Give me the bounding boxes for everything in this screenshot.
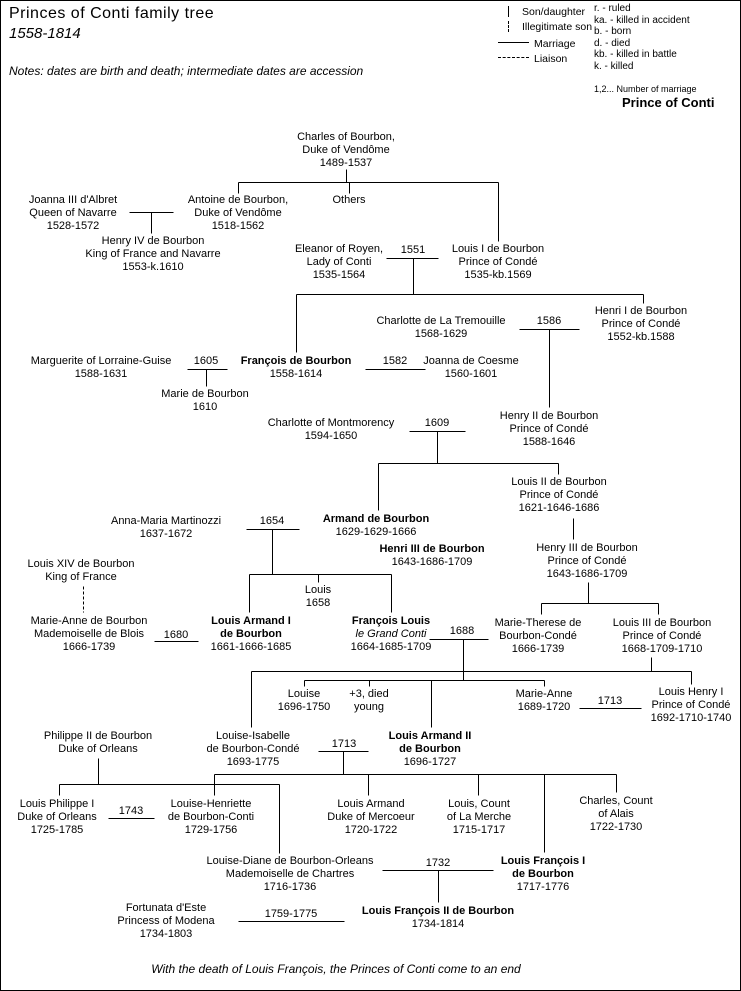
person-line: François de Bourbon bbox=[240, 355, 352, 367]
person-henry-ii-de-bourbon bbox=[500, 410, 598, 449]
person-line: King of France bbox=[45, 571, 117, 583]
person-line: Louis XIV de Bourbon bbox=[27, 558, 135, 570]
person-louise-diane bbox=[207, 855, 374, 894]
person-line: Marguerite of Lorraine-Guise bbox=[30, 355, 172, 367]
person-line: Bourbon-Condé bbox=[499, 630, 577, 642]
person-line: 1666-1739 bbox=[62, 641, 116, 653]
person-others bbox=[332, 194, 365, 207]
person-louis-francois-ii bbox=[362, 905, 514, 931]
person-line: 1643-1686-1709 bbox=[391, 556, 473, 568]
marriage-year-label: 1713 bbox=[597, 695, 623, 707]
person-line: of Alais bbox=[598, 808, 634, 820]
legend-abbr: ka. - killed in accident bbox=[594, 14, 690, 26]
person-line: le Grand Conti bbox=[355, 628, 427, 640]
marriage-year-label: 1732 bbox=[425, 857, 451, 869]
person-line: Antoine de Bourbon, bbox=[187, 194, 289, 206]
person-francois-louis bbox=[351, 615, 432, 654]
page-title: Princes of Conti family tree bbox=[9, 5, 215, 22]
legend-abbr: r. - ruled bbox=[594, 3, 631, 14]
marriage-year-label: 1713 bbox=[331, 738, 357, 750]
person-plus-3-died-young bbox=[349, 688, 388, 714]
person-line: Louis Philippe I bbox=[19, 798, 95, 810]
person-marie-anne-de-bourbon bbox=[31, 615, 148, 654]
marriage-year-label: 1605 bbox=[193, 355, 219, 367]
person-louis-i-de-bourbon bbox=[452, 243, 544, 282]
person-marie-anne-1689 bbox=[516, 688, 573, 714]
person-line: de Bourbon bbox=[512, 868, 574, 880]
legend-label: Son/daughter bbox=[522, 6, 586, 18]
person-line: young bbox=[354, 701, 384, 713]
notes-text: Notes: dates are birth and death; intermediate dates are accession bbox=[9, 64, 364, 78]
person-line: Louis I de Bourbon bbox=[451, 243, 545, 255]
person-joanna-de-coesme bbox=[423, 355, 518, 381]
person-line: 1717-1776 bbox=[516, 881, 570, 893]
person-louise-isabelle bbox=[207, 730, 300, 769]
legend-label: Marriage bbox=[534, 38, 576, 50]
person-louis-xiv bbox=[27, 558, 134, 584]
person-line: Louise bbox=[287, 688, 321, 700]
person-line: Henri I de Bourbon bbox=[594, 305, 688, 317]
marriage-year-label: 1609 bbox=[424, 417, 450, 429]
person-line: 1621-1646-1686 bbox=[518, 502, 600, 514]
person-francois-de-bourbon bbox=[241, 355, 352, 381]
person-line: Duke of Vendôme bbox=[302, 144, 390, 156]
person-line: 1558-1614 bbox=[269, 368, 323, 380]
person-line: 1696-1750 bbox=[277, 701, 331, 713]
person-line: 1725-1785 bbox=[30, 824, 84, 836]
person-line: Marie-Anne bbox=[515, 688, 573, 700]
person-armand-de-bourbon bbox=[323, 513, 429, 539]
person-line: Princess of Modena bbox=[117, 915, 215, 927]
person-line: Eleanor of Royen, bbox=[294, 243, 384, 255]
person-charlotte-of-montmorency bbox=[268, 417, 395, 443]
person-marie-de-bourbon bbox=[161, 388, 248, 414]
person-line: 1588-1646 bbox=[522, 436, 576, 448]
person-line: Charles of Bourbon, bbox=[297, 131, 395, 143]
person-line: Prince of Condé bbox=[601, 318, 681, 330]
person-line: Prince of Condé bbox=[458, 256, 538, 268]
person-line: Prince of Condé bbox=[509, 423, 589, 435]
person-louis-henry-i bbox=[651, 686, 732, 725]
person-line: Louise-Henriette bbox=[170, 798, 252, 810]
person-line: Queen of Navarre bbox=[29, 207, 117, 219]
marriage-year-label: 1582 bbox=[382, 355, 408, 367]
person-line: 1664-1685-1709 bbox=[350, 641, 432, 653]
person-line: Marie-Anne de Bourbon bbox=[30, 615, 148, 627]
person-line: 1553-k.1610 bbox=[122, 261, 184, 273]
person-line: 1668-1709-1710 bbox=[621, 643, 703, 655]
person-line: Louis II de Bourbon bbox=[511, 476, 607, 488]
person-line: Louis François I bbox=[500, 855, 586, 867]
legend-abbr: d. - died bbox=[594, 37, 631, 49]
person-louis-armand-i bbox=[211, 615, 292, 654]
legend-abbr: b. - born bbox=[594, 26, 632, 37]
person-line: Marie de Bourbon bbox=[161, 388, 249, 400]
person-line: King of France and Navarre bbox=[85, 248, 221, 260]
person-philippe-ii-de-bourbon bbox=[44, 730, 152, 756]
person-line: 1588-1631 bbox=[74, 368, 128, 380]
person-louise-henriette bbox=[168, 798, 254, 837]
person-line: Prince of Condé bbox=[651, 699, 731, 711]
person-line: Henry IV de Bourbon bbox=[101, 235, 205, 247]
person-line: 1643-1686-1709 bbox=[546, 568, 628, 580]
person-line: 1594-1650 bbox=[304, 430, 358, 442]
person-line: Charlotte de La Tremouille bbox=[376, 315, 506, 327]
person-line: de Bourbon bbox=[399, 743, 461, 755]
person-line: Louise-Diane de Bourbon-Orleans bbox=[206, 855, 374, 867]
person-louis-philippe-i bbox=[17, 798, 96, 837]
person-line: 1716-1736 bbox=[263, 881, 317, 893]
legend-prince-of-conti-note: Prince of Conti bbox=[622, 95, 715, 110]
person-line: Prince of Condé bbox=[547, 555, 627, 567]
person-line: 1610 bbox=[192, 401, 218, 413]
person-line: 1629-1629-1666 bbox=[335, 526, 417, 538]
person-line: 1715-1717 bbox=[452, 824, 506, 836]
person-line: Prince of Condé bbox=[519, 489, 599, 501]
person-louis-count-la-merche bbox=[447, 798, 511, 837]
person-line: Duke of Orleans bbox=[58, 743, 138, 755]
legend-marriage-number-note: 1,2... Number of marriage bbox=[594, 84, 697, 94]
person-line: Lady of Conti bbox=[306, 256, 372, 268]
person-line: 1552-kb.1588 bbox=[607, 331, 675, 343]
person-charlotte-de-la-tremouille bbox=[376, 315, 505, 341]
person-line: 1729-1756 bbox=[184, 824, 238, 836]
person-louis-iii-de-bourbon bbox=[613, 617, 711, 656]
person-line: Charlotte of Montmorency bbox=[267, 417, 395, 429]
person-line: Mademoiselle de Chartres bbox=[225, 868, 355, 880]
person-line: Duke of Vendôme bbox=[194, 207, 282, 219]
person-line: Louis, Count bbox=[448, 798, 510, 810]
person-louis-1658 bbox=[305, 584, 331, 610]
person-charles-of-bourbon bbox=[297, 131, 395, 170]
person-marie-therese bbox=[495, 617, 582, 656]
page-subtitle: 1558-1814 bbox=[9, 25, 81, 42]
person-line: Duke of Orleans bbox=[17, 811, 97, 823]
person-line: Louis Armand bbox=[337, 798, 405, 810]
marriage-year-label: 1586 bbox=[536, 315, 562, 327]
person-louis-ii-de-bourbon bbox=[511, 476, 606, 515]
person-line: Henri III de Bourbon bbox=[379, 543, 485, 555]
person-line: 1489-1537 bbox=[319, 157, 373, 169]
person-line: Louis Armand I bbox=[211, 615, 291, 627]
person-louise-1696 bbox=[278, 688, 331, 714]
person-line: of La Merche bbox=[446, 811, 512, 823]
marriage-year-label: 1680 bbox=[163, 629, 189, 641]
person-line: Louis III de Bourbon bbox=[612, 617, 712, 629]
legend-label: Liaison bbox=[534, 53, 568, 65]
person-line: Prince of Condé bbox=[622, 630, 702, 642]
person-line: +3, died bbox=[349, 688, 389, 700]
person-marguerite-of-lorraine-guise bbox=[31, 355, 172, 381]
person-line: 1637-1672 bbox=[139, 528, 193, 540]
person-charles-count-alais bbox=[579, 795, 652, 834]
person-line: Louis Armand II bbox=[388, 730, 472, 742]
legend-abbr: k. - killed bbox=[594, 60, 634, 72]
person-line: Louis Henry I bbox=[658, 686, 724, 698]
person-line: 1658 bbox=[305, 597, 331, 609]
person-line: 1693-1775 bbox=[226, 756, 280, 768]
person-line: 1720-1722 bbox=[344, 824, 398, 836]
person-line: 1692-1710-1740 bbox=[650, 712, 732, 724]
person-line: 1528-1572 bbox=[46, 220, 100, 232]
person-line: de Bourbon-Condé bbox=[206, 743, 300, 755]
person-line: 1535-1564 bbox=[312, 269, 366, 281]
marriage-year-label: 1688 bbox=[449, 625, 475, 637]
person-louis-armand-ii bbox=[389, 730, 472, 769]
person-line: Fortunata d'Este bbox=[125, 902, 207, 914]
person-line: Mademoiselle de Blois bbox=[33, 628, 145, 640]
person-henri-i-de-bourbon bbox=[595, 305, 687, 344]
person-line: 1722-1730 bbox=[589, 821, 643, 833]
person-line: Louis François II de Bourbon bbox=[361, 905, 515, 917]
person-line: Louis bbox=[304, 584, 332, 596]
marriage-year-label: 1759-1775 bbox=[264, 908, 318, 920]
person-line: Louise-Isabelle bbox=[216, 730, 290, 742]
marriage-year-label: 1551 bbox=[400, 244, 426, 256]
person-anna-maria-martinozzi bbox=[111, 515, 221, 541]
person-line: 1560-1601 bbox=[444, 368, 498, 380]
person-line: Others bbox=[332, 194, 366, 206]
person-antoine-de-bourbon bbox=[188, 194, 288, 233]
person-line: 1734-1803 bbox=[139, 928, 193, 940]
person-joanna-iii-dalbret bbox=[29, 194, 117, 233]
person-line: François Louis bbox=[351, 615, 431, 627]
person-louis-armand-mercoeur bbox=[327, 798, 414, 837]
person-line: 1568-1629 bbox=[414, 328, 468, 340]
person-line: 1661-1666-1685 bbox=[210, 641, 292, 653]
marriage-year-label: 1743 bbox=[118, 805, 144, 817]
person-line: Duke of Mercoeur bbox=[327, 811, 415, 823]
person-eleanor-of-royen bbox=[295, 243, 383, 282]
person-line: Philippe II de Bourbon bbox=[43, 730, 153, 742]
person-line: 1666-1739 bbox=[511, 643, 565, 655]
person-line: Marie-Therese de bbox=[494, 617, 582, 629]
person-line: Anna-Maria Martinozzi bbox=[110, 515, 222, 527]
person-line: Armand de Bourbon bbox=[322, 513, 430, 525]
person-line: 1689-1720 bbox=[517, 701, 571, 713]
person-fortunata-deste bbox=[117, 902, 214, 941]
footer-note: With the death of Louis François, the Princes of Conti come to an end bbox=[151, 962, 521, 976]
person-louis-francois-i bbox=[501, 855, 585, 894]
person-line: Henry II de Bourbon bbox=[499, 410, 599, 422]
person-henry-iii-prince-of-conde bbox=[536, 542, 638, 581]
person-line: Charles, Count bbox=[579, 795, 653, 807]
marriage-year-label: 1654 bbox=[259, 515, 285, 527]
person-line: 1535-kb.1569 bbox=[464, 269, 532, 281]
person-line: 1518-1562 bbox=[211, 220, 265, 232]
legend-label: Illegitimate son bbox=[522, 21, 593, 33]
person-henri-iii-de-bourbon bbox=[379, 543, 484, 569]
person-line: de Bourbon bbox=[220, 628, 282, 640]
person-line: 1696-1727 bbox=[403, 756, 457, 768]
legend-abbr: kb. - killed in battle bbox=[594, 49, 677, 60]
person-line: 1734-1814 bbox=[411, 918, 465, 930]
person-henry-iv bbox=[85, 235, 220, 274]
person-line: Joanna de Coesme bbox=[423, 355, 519, 367]
person-line: Henry III de Bourbon bbox=[536, 542, 638, 554]
person-line: Joanna III d'Albret bbox=[28, 194, 118, 206]
person-line: de Bourbon-Conti bbox=[167, 811, 255, 823]
